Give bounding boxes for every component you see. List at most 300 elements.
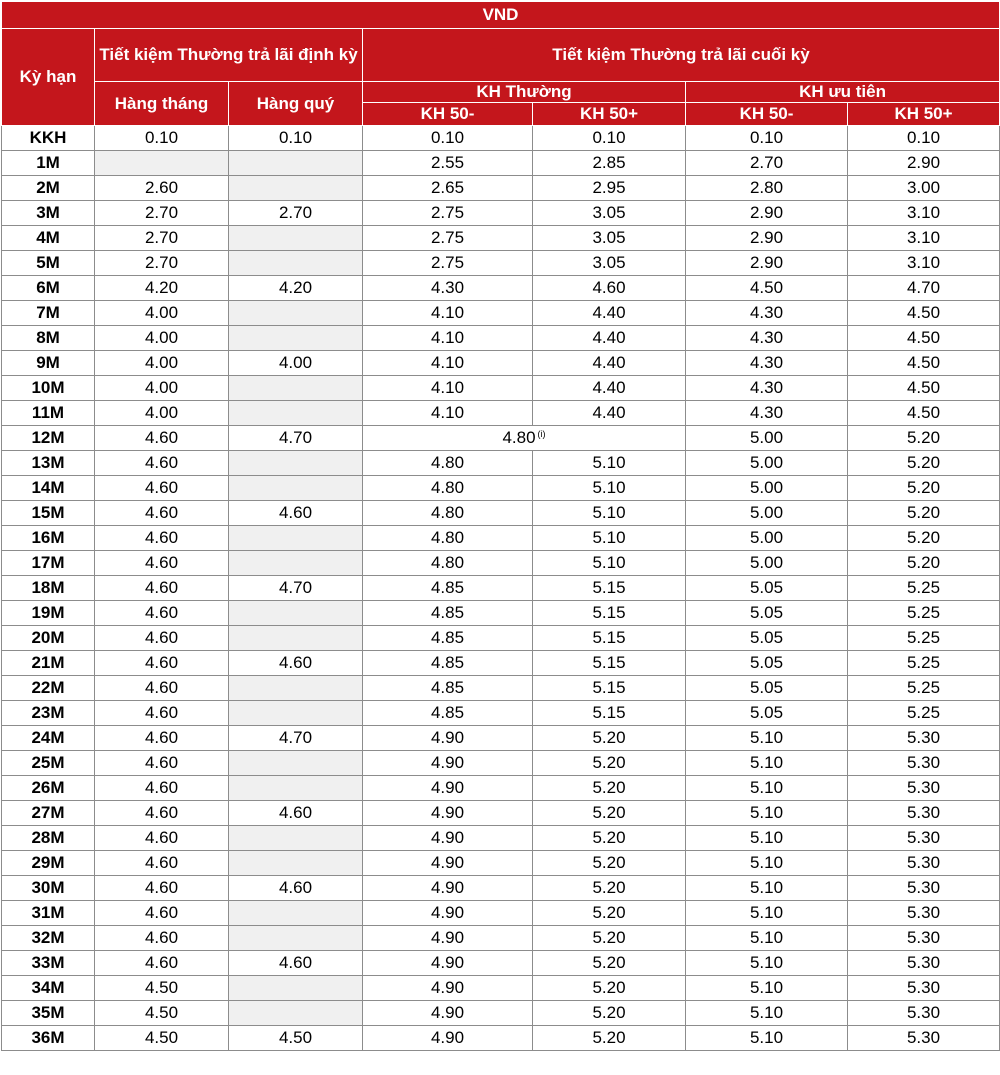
- quarterly-rate-cell: [229, 901, 363, 926]
- regular-over50-rate-cell: 3.05: [533, 251, 686, 276]
- monthly-rate-cell: 4.60: [95, 501, 229, 526]
- table-row: [2, 226, 1000, 251]
- regular-under50-rate-cell: 4.90: [363, 851, 533, 876]
- priority-under50-rate-cell: 2.90: [686, 251, 848, 276]
- term-cell: 35M: [2, 1001, 95, 1026]
- priority-over50-rate-cell: 5.30: [848, 826, 1000, 851]
- priority-over50-rate-cell: 0.10: [848, 126, 1000, 151]
- priority-under50-rate-cell: 5.05: [686, 651, 848, 676]
- quarterly-rate-cell: 4.70: [229, 426, 363, 451]
- monthly-rate-cell: 4.60: [95, 526, 229, 551]
- regular-under50-rate-cell: 4.90: [363, 901, 533, 926]
- table-row: [2, 651, 1000, 676]
- quarterly-rate-cell: [229, 676, 363, 701]
- quarterly-rate-cell: 4.20: [229, 276, 363, 301]
- priority-under50-rate-cell: 5.05: [686, 601, 848, 626]
- regular-over50-rate-cell: 5.10: [533, 476, 686, 501]
- regular-under50-rate-cell: 4.10: [363, 301, 533, 326]
- regular-under50-rate-cell: 0.10: [363, 126, 533, 151]
- monthly-rate-cell: 0.10: [95, 126, 229, 151]
- priority-under50-rate-cell: 5.10: [686, 826, 848, 851]
- priority-under50-rate-cell: 5.10: [686, 1001, 848, 1026]
- priority-over50-rate-cell: 5.30: [848, 1026, 1000, 1051]
- regular-over50-rate-cell: 4.40: [533, 351, 686, 376]
- monthly-rate-cell: 2.70: [95, 201, 229, 226]
- regular-under50-rate-cell: 4.80: [363, 476, 533, 501]
- priority-under50-rate-cell: 4.30: [686, 301, 848, 326]
- priority-under50-rate-cell: 5.10: [686, 901, 848, 926]
- regular-over50-rate-cell: 5.20: [533, 951, 686, 976]
- table-row: [2, 626, 1000, 651]
- regular-under50-rate-cell: 4.90: [363, 1001, 533, 1026]
- monthly-rate-cell: 4.60: [95, 751, 229, 776]
- regular-under50-rate-cell: 4.85: [363, 601, 533, 626]
- regular-over50-rate-cell: 3.05: [533, 201, 686, 226]
- term-cell: 13M: [2, 451, 95, 476]
- priority-over50-rate-cell: 5.25: [848, 701, 1000, 726]
- regular-over50-rate-cell: 5.20: [533, 976, 686, 1001]
- term-cell: 36M: [2, 1026, 95, 1051]
- table-row: [2, 476, 1000, 501]
- priority-under50-rate-cell: 2.80: [686, 176, 848, 201]
- regular-over50-rate-cell: 5.15: [533, 701, 686, 726]
- priority-under50-rate-cell: 5.00: [686, 551, 848, 576]
- term-cell: 14M: [2, 476, 95, 501]
- term-cell: 15M: [2, 501, 95, 526]
- regular-over50-rate-cell: 5.20: [533, 926, 686, 951]
- monthly-rate-cell: 4.60: [95, 676, 229, 701]
- regular-over50-rate-cell: 4.40: [533, 301, 686, 326]
- table-row: [2, 851, 1000, 876]
- priority-under50-rate-cell: 5.10: [686, 876, 848, 901]
- monthly-rate-cell: 4.00: [95, 351, 229, 376]
- regular-over50-rate-cell: 5.15: [533, 601, 686, 626]
- monthly-rate-cell: 2.70: [95, 251, 229, 276]
- regular-under50-rate-cell: 4.85: [363, 701, 533, 726]
- table-row: [2, 126, 1000, 151]
- regular-over50-rate-cell: 4.40: [533, 326, 686, 351]
- monthly-rate-cell: 4.60: [95, 826, 229, 851]
- regular-under50-rate-cell: 4.80: [363, 551, 533, 576]
- quarterly-rate-cell: 4.70: [229, 576, 363, 601]
- table-row: [2, 976, 1000, 1001]
- regular-over50-rate-cell: 5.15: [533, 576, 686, 601]
- regular-under50-rate-cell: 4.10: [363, 376, 533, 401]
- priority-over50-rate-cell: 5.20: [848, 426, 1000, 451]
- monthly-rate-cell: 4.50: [95, 1001, 229, 1026]
- monthly-rate-cell: 4.20: [95, 276, 229, 301]
- priority-over50-rate-cell: 5.25: [848, 626, 1000, 651]
- priority-under50-rate-cell: 5.05: [686, 576, 848, 601]
- table-header: [2, 2, 1000, 126]
- priority-under50-rate-cell: 5.10: [686, 926, 848, 951]
- regular-under50-header: KH 50-: [363, 103, 533, 126]
- regular-under50-rate-cell: 4.90: [363, 1026, 533, 1051]
- regular-over50-header: KH 50+: [533, 103, 686, 126]
- monthly-rate-cell: 4.60: [95, 651, 229, 676]
- monthly-rate-cell: 4.60: [95, 601, 229, 626]
- term-cell: 8M: [2, 326, 95, 351]
- quarterly-rate-cell: 4.60: [229, 801, 363, 826]
- table-row: [2, 451, 1000, 476]
- monthly-rate-cell: 4.60: [95, 451, 229, 476]
- priority-under50-rate-cell: 5.00: [686, 426, 848, 451]
- priority-over50-rate-cell: 3.10: [848, 251, 1000, 276]
- term-cell: 10M: [2, 376, 95, 401]
- quarterly-rate-cell: 4.00: [229, 351, 363, 376]
- priority-over50-rate-cell: 5.30: [848, 901, 1000, 926]
- monthly-rate-cell: 4.60: [95, 801, 229, 826]
- table-row: [2, 826, 1000, 851]
- quarterly-rate-cell: 4.60: [229, 951, 363, 976]
- term-cell: 29M: [2, 851, 95, 876]
- regular-under50-rate-cell: 2.65: [363, 176, 533, 201]
- monthly-rate-cell: 2.60: [95, 176, 229, 201]
- regular-over50-rate-cell: 5.20: [533, 1026, 686, 1051]
- priority-over50-rate-cell: 5.30: [848, 776, 1000, 801]
- regular-under50-rate-cell: 4.80: [363, 526, 533, 551]
- term-cell: 24M: [2, 726, 95, 751]
- quarterly-rate-cell: [229, 926, 363, 951]
- regular-merged-rate-cell: [363, 426, 686, 451]
- regular-over50-rate-cell: 5.10: [533, 501, 686, 526]
- regular-under50-rate-cell: 4.90: [363, 951, 533, 976]
- quarterly-rate-cell: [229, 326, 363, 351]
- table-body: [2, 126, 1000, 1051]
- quarterly-rate-cell: [229, 551, 363, 576]
- monthly-rate-cell: 4.60: [95, 951, 229, 976]
- monthly-rate-cell: 4.50: [95, 1026, 229, 1051]
- table-row: [2, 1026, 1000, 1051]
- priority-under50-rate-cell: 5.00: [686, 501, 848, 526]
- end-of-term-interest-header: Tiết kiệm Thường trả lãi cuối kỳ: [363, 29, 1000, 82]
- quarterly-rate-cell: 0.10: [229, 126, 363, 151]
- quarterly-rate-cell: [229, 751, 363, 776]
- quarterly-rate-cell: [229, 851, 363, 876]
- priority-over50-rate-cell: 5.20: [848, 526, 1000, 551]
- priority-under50-rate-cell: 0.10: [686, 126, 848, 151]
- quarterly-rate-cell: 4.60: [229, 876, 363, 901]
- term-cell: 26M: [2, 776, 95, 801]
- quarterly-rate-cell: [229, 1001, 363, 1026]
- priority-over50-rate-cell: 5.30: [848, 751, 1000, 776]
- priority-over50-rate-cell: 5.30: [848, 1001, 1000, 1026]
- regular-over50-rate-cell: 5.20: [533, 1001, 686, 1026]
- regular-under50-rate-cell: 4.10: [363, 326, 533, 351]
- quarterly-rate-cell: [229, 601, 363, 626]
- table-row: [2, 426, 1000, 451]
- table-row: [2, 876, 1000, 901]
- term-cell: 21M: [2, 651, 95, 676]
- table-row: [2, 801, 1000, 826]
- monthly-header: Hàng tháng: [95, 82, 229, 126]
- monthly-rate-cell: 4.60: [95, 876, 229, 901]
- regular-over50-rate-cell: 5.20: [533, 776, 686, 801]
- quarterly-rate-cell: [229, 976, 363, 1001]
- priority-over50-rate-cell: 5.30: [848, 726, 1000, 751]
- merged-rate-value: 4.80: [502, 428, 536, 447]
- regular-over50-rate-cell: 5.20: [533, 751, 686, 776]
- regular-under50-rate-cell: 4.90: [363, 801, 533, 826]
- term-cell: 25M: [2, 751, 95, 776]
- regular-over50-rate-cell: 5.20: [533, 876, 686, 901]
- priority-over50-rate-cell: 5.20: [848, 451, 1000, 476]
- regular-over50-rate-cell: 4.40: [533, 376, 686, 401]
- regular-over50-rate-cell: 5.10: [533, 451, 686, 476]
- table-row: [2, 351, 1000, 376]
- regular-under50-rate-cell: 4.30: [363, 276, 533, 301]
- quarterly-rate-cell: [229, 826, 363, 851]
- regular-over50-rate-cell: 5.20: [533, 851, 686, 876]
- priority-under50-rate-cell: 2.70: [686, 151, 848, 176]
- priority-under50-rate-cell: 5.10: [686, 776, 848, 801]
- regular-over50-rate-cell: 4.40: [533, 401, 686, 426]
- term-cell: 18M: [2, 576, 95, 601]
- priority-under50-rate-cell: 4.50: [686, 276, 848, 301]
- monthly-rate-cell: 4.60: [95, 901, 229, 926]
- table-row: [2, 501, 1000, 526]
- quarterly-rate-cell: [229, 476, 363, 501]
- regular-over50-rate-cell: 4.60: [533, 276, 686, 301]
- regular-under50-rate-cell: 2.55: [363, 151, 533, 176]
- priority-over50-rate-cell: 5.30: [848, 926, 1000, 951]
- table-row: [2, 951, 1000, 976]
- priority-under50-rate-cell: 4.30: [686, 401, 848, 426]
- term-cell: KKH: [2, 126, 95, 151]
- table-row: [2, 926, 1000, 951]
- monthly-rate-cell: 4.60: [95, 776, 229, 801]
- term-cell: 4M: [2, 226, 95, 251]
- regular-over50-rate-cell: 5.10: [533, 526, 686, 551]
- priority-under50-rate-cell: 5.10: [686, 751, 848, 776]
- regular-under50-rate-cell: 4.90: [363, 976, 533, 1001]
- priority-under50-rate-cell: 5.00: [686, 451, 848, 476]
- priority-over50-rate-cell: 4.50: [848, 351, 1000, 376]
- regular-over50-rate-cell: 2.95: [533, 176, 686, 201]
- term-cell: 9M: [2, 351, 95, 376]
- quarterly-rate-cell: [229, 526, 363, 551]
- regular-over50-rate-cell: 5.20: [533, 726, 686, 751]
- term-cell: 12M: [2, 426, 95, 451]
- table-row: [2, 376, 1000, 401]
- regular-under50-rate-cell: 4.85: [363, 676, 533, 701]
- footnote-marker: (i): [537, 429, 546, 439]
- table-row: [2, 176, 1000, 201]
- regular-under50-rate-cell: 4.90: [363, 926, 533, 951]
- term-cell: 32M: [2, 926, 95, 951]
- monthly-rate-cell: 4.00: [95, 326, 229, 351]
- regular-over50-rate-cell: 0.10: [533, 126, 686, 151]
- quarterly-rate-cell: [229, 451, 363, 476]
- monthly-rate-cell: 4.60: [95, 851, 229, 876]
- priority-over50-rate-cell: 2.90: [848, 151, 1000, 176]
- regular-over50-rate-cell: 5.15: [533, 676, 686, 701]
- priority-under50-rate-cell: 4.30: [686, 326, 848, 351]
- table-row: [2, 701, 1000, 726]
- priority-over50-header: KH 50+: [848, 103, 1000, 126]
- priority-under50-rate-cell: 5.10: [686, 951, 848, 976]
- monthly-rate-cell: 4.00: [95, 401, 229, 426]
- monthly-rate-cell: 4.60: [95, 926, 229, 951]
- table-row: [2, 751, 1000, 776]
- term-cell: 33M: [2, 951, 95, 976]
- monthly-rate-cell: [95, 151, 229, 176]
- quarterly-rate-cell: [229, 226, 363, 251]
- monthly-rate-cell: 4.60: [95, 726, 229, 751]
- monthly-rate-cell: 4.50: [95, 976, 229, 1001]
- term-cell: 17M: [2, 551, 95, 576]
- interest-rate-table: [1, 1, 1000, 1051]
- currency-header: VND: [2, 2, 1000, 29]
- priority-under50-rate-cell: 4.30: [686, 351, 848, 376]
- regular-under50-rate-cell: 4.85: [363, 626, 533, 651]
- quarterly-rate-cell: 4.60: [229, 501, 363, 526]
- regular-over50-rate-cell: 5.20: [533, 901, 686, 926]
- term-cell: 7M: [2, 301, 95, 326]
- table-row: [2, 726, 1000, 751]
- priority-under50-rate-cell: 5.10: [686, 726, 848, 751]
- quarterly-rate-cell: 2.70: [229, 201, 363, 226]
- table-row: [2, 301, 1000, 326]
- regular-under50-rate-cell: 4.90: [363, 751, 533, 776]
- priority-over50-rate-cell: 4.50: [848, 301, 1000, 326]
- quarterly-header: Hàng quý: [229, 82, 363, 126]
- term-cell: 27M: [2, 801, 95, 826]
- regular-over50-rate-cell: 5.20: [533, 826, 686, 851]
- quarterly-rate-cell: [229, 251, 363, 276]
- priority-under50-rate-cell: 4.30: [686, 376, 848, 401]
- table-row: [2, 901, 1000, 926]
- regular-under50-rate-cell: 4.90: [363, 776, 533, 801]
- quarterly-rate-cell: 4.60: [229, 651, 363, 676]
- regular-under50-rate-cell: 2.75: [363, 201, 533, 226]
- term-cell: 11M: [2, 401, 95, 426]
- term-cell: 20M: [2, 626, 95, 651]
- priority-under50-rate-cell: 5.10: [686, 801, 848, 826]
- table-row: [2, 276, 1000, 301]
- priority-under50-rate-cell: 5.00: [686, 476, 848, 501]
- regular-over50-rate-cell: 3.05: [533, 226, 686, 251]
- priority-under50-header: KH 50-: [686, 103, 848, 126]
- priority-under50-rate-cell: 5.10: [686, 1026, 848, 1051]
- priority-over50-rate-cell: 5.20: [848, 501, 1000, 526]
- priority-over50-rate-cell: 5.25: [848, 601, 1000, 626]
- periodic-interest-header: Tiết kiệm Thường trả lãi định kỳ: [95, 29, 363, 82]
- quarterly-rate-cell: [229, 701, 363, 726]
- regular-under50-rate-cell: 4.85: [363, 576, 533, 601]
- term-header: Kỳ hạn: [2, 29, 95, 126]
- table-row: [2, 251, 1000, 276]
- table-row: [2, 551, 1000, 576]
- priority-over50-rate-cell: 5.30: [848, 876, 1000, 901]
- priority-under50-rate-cell: 2.90: [686, 201, 848, 226]
- term-cell: 22M: [2, 676, 95, 701]
- priority-over50-rate-cell: 4.50: [848, 401, 1000, 426]
- term-cell: 6M: [2, 276, 95, 301]
- regular-under50-rate-cell: 4.80: [363, 501, 533, 526]
- table-row: [2, 676, 1000, 701]
- monthly-rate-cell: 4.60: [95, 426, 229, 451]
- term-cell: 31M: [2, 901, 95, 926]
- priority-over50-rate-cell: 4.50: [848, 376, 1000, 401]
- regular-under50-rate-cell: 4.90: [363, 726, 533, 751]
- priority-under50-rate-cell: 5.05: [686, 626, 848, 651]
- regular-over50-rate-cell: 5.15: [533, 626, 686, 651]
- priority-over50-rate-cell: 4.50: [848, 326, 1000, 351]
- term-cell: 5M: [2, 251, 95, 276]
- table-row: [2, 401, 1000, 426]
- term-cell: 34M: [2, 976, 95, 1001]
- quarterly-rate-cell: [229, 301, 363, 326]
- priority-over50-rate-cell: 5.20: [848, 551, 1000, 576]
- monthly-rate-cell: 4.00: [95, 301, 229, 326]
- quarterly-rate-cell: [229, 176, 363, 201]
- term-cell: 16M: [2, 526, 95, 551]
- table-row: [2, 601, 1000, 626]
- priority-under50-rate-cell: 5.00: [686, 526, 848, 551]
- regular-under50-rate-cell: 2.75: [363, 226, 533, 251]
- priority-over50-rate-cell: 5.30: [848, 976, 1000, 1001]
- regular-under50-rate-cell: 4.80: [363, 451, 533, 476]
- monthly-rate-cell: 4.60: [95, 476, 229, 501]
- regular-over50-rate-cell: 5.15: [533, 651, 686, 676]
- quarterly-rate-cell: 4.50: [229, 1026, 363, 1051]
- term-cell: 30M: [2, 876, 95, 901]
- regular-over50-rate-cell: 5.10: [533, 551, 686, 576]
- table-row: [2, 326, 1000, 351]
- priority-over50-rate-cell: 3.00: [848, 176, 1000, 201]
- term-cell: 23M: [2, 701, 95, 726]
- quarterly-rate-cell: [229, 626, 363, 651]
- priority-over50-rate-cell: 5.30: [848, 951, 1000, 976]
- table-row: [2, 151, 1000, 176]
- priority-over50-rate-cell: 5.25: [848, 576, 1000, 601]
- quarterly-rate-cell: [229, 776, 363, 801]
- table-row: [2, 1001, 1000, 1026]
- priority-over50-rate-cell: 5.20: [848, 476, 1000, 501]
- priority-over50-rate-cell: 4.70: [848, 276, 1000, 301]
- term-cell: 2M: [2, 176, 95, 201]
- priority-under50-rate-cell: 5.10: [686, 851, 848, 876]
- monthly-rate-cell: 4.00: [95, 376, 229, 401]
- table-row: [2, 201, 1000, 226]
- priority-under50-rate-cell: 2.90: [686, 226, 848, 251]
- regular-over50-rate-cell: 5.20: [533, 801, 686, 826]
- priority-under50-rate-cell: 5.05: [686, 676, 848, 701]
- table-row: [2, 526, 1000, 551]
- regular-customer-header: KH Thường: [363, 82, 686, 103]
- monthly-rate-cell: 2.70: [95, 226, 229, 251]
- priority-under50-rate-cell: 5.05: [686, 701, 848, 726]
- regular-under50-rate-cell: 2.75: [363, 251, 533, 276]
- priority-over50-rate-cell: 5.25: [848, 676, 1000, 701]
- regular-under50-rate-cell: 4.10: [363, 351, 533, 376]
- table-row: [2, 576, 1000, 601]
- regular-under50-rate-cell: 4.85: [363, 651, 533, 676]
- quarterly-rate-cell: 4.70: [229, 726, 363, 751]
- priority-over50-rate-cell: 5.30: [848, 801, 1000, 826]
- priority-over50-rate-cell: 5.25: [848, 651, 1000, 676]
- term-cell: 1M: [2, 151, 95, 176]
- table-row: [2, 776, 1000, 801]
- monthly-rate-cell: 4.60: [95, 701, 229, 726]
- regular-over50-rate-cell: 2.85: [533, 151, 686, 176]
- term-cell: 3M: [2, 201, 95, 226]
- monthly-rate-cell: 4.60: [95, 576, 229, 601]
- priority-over50-rate-cell: 3.10: [848, 226, 1000, 251]
- regular-under50-rate-cell: 4.90: [363, 826, 533, 851]
- regular-under50-rate-cell: 4.10: [363, 401, 533, 426]
